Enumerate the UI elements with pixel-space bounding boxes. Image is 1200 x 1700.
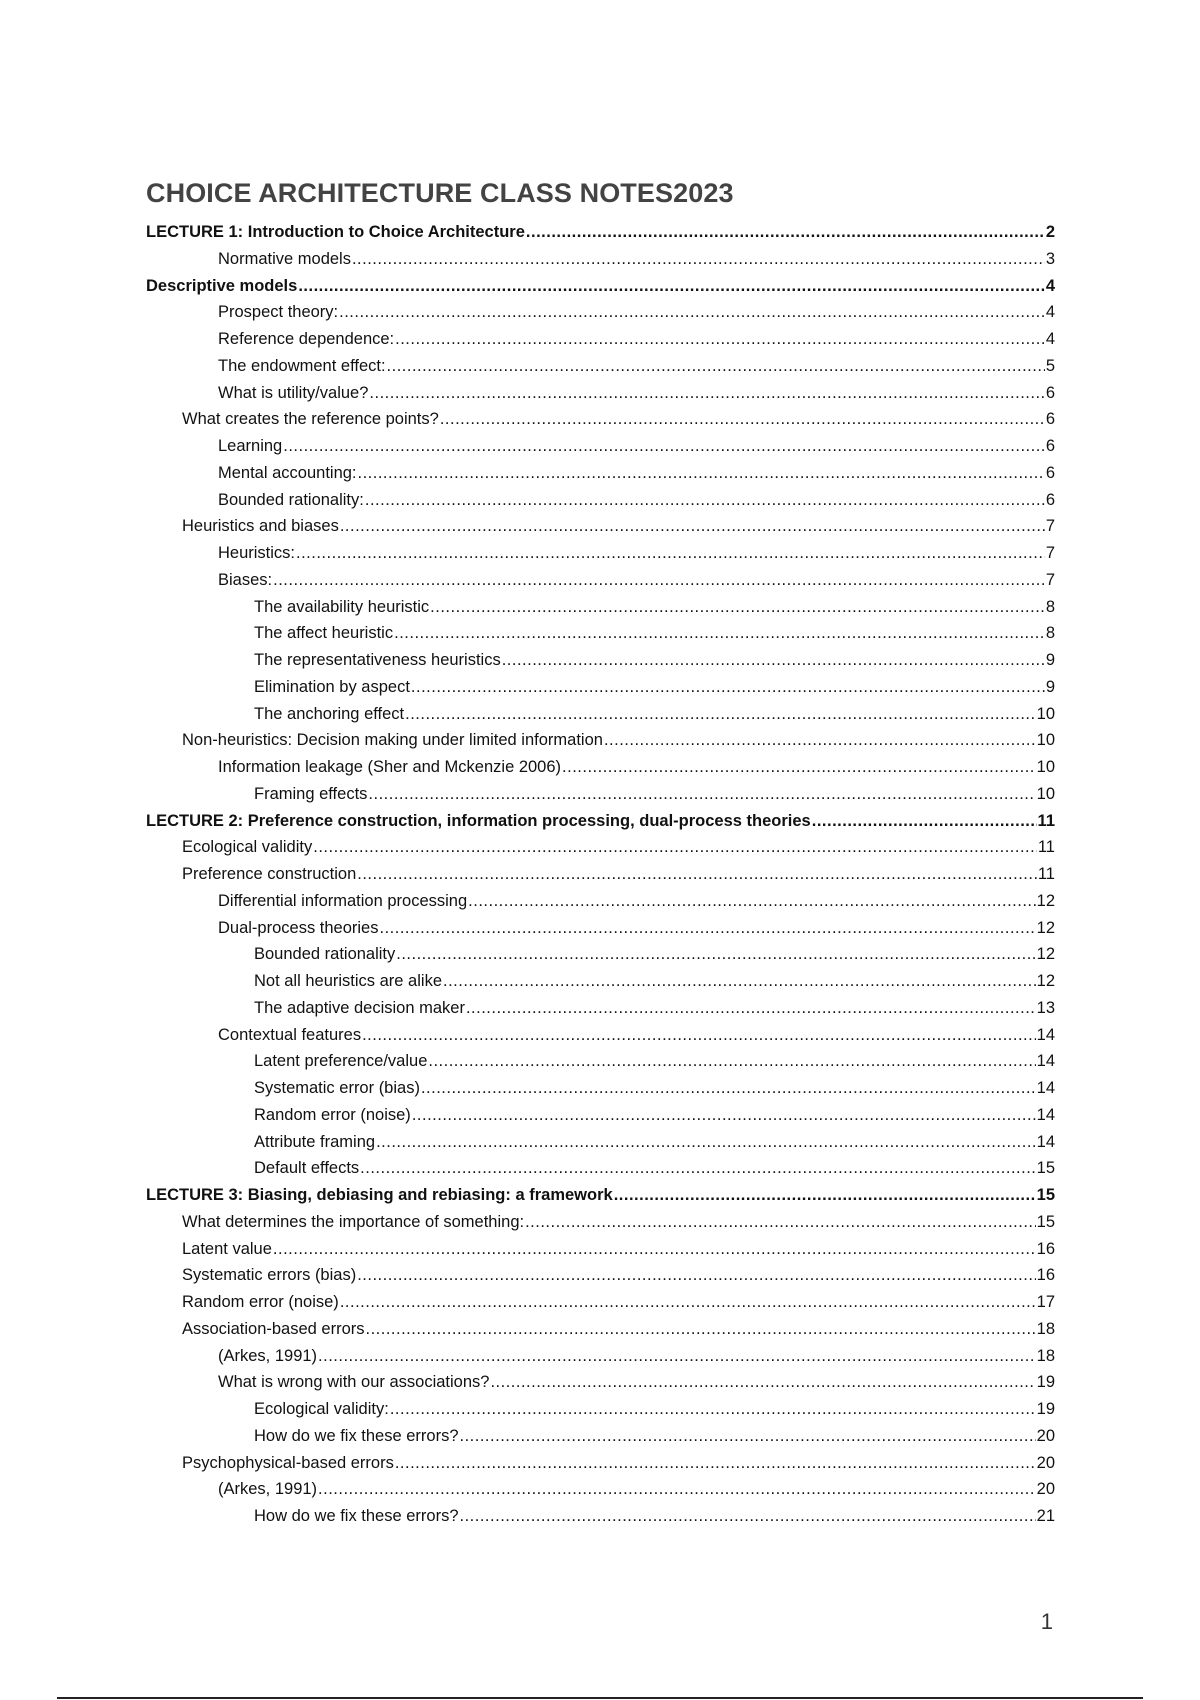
- toc-dot-leader: [362, 1022, 1036, 1049]
- toc-entry-page: 4: [1045, 276, 1055, 295]
- toc-entry[interactable]: [146, 326, 1055, 353]
- toc-entry[interactable]: [146, 433, 1055, 460]
- toc-entry[interactable]: [146, 487, 1055, 514]
- toc-entry-label: (Arkes, 1991): [218, 1346, 318, 1365]
- toc-dot-leader: [526, 219, 1045, 246]
- toc-entry-page: 17: [1036, 1293, 1055, 1311]
- toc-entry-page: 10: [1036, 704, 1055, 723]
- toc-entry-label: Attribute framing: [254, 1132, 376, 1151]
- toc-entry[interactable]: [146, 1369, 1055, 1396]
- toc-entry-label: What creates the reference points?: [182, 410, 439, 429]
- toc-entry-label: Framing effects: [254, 784, 368, 803]
- toc-entry[interactable]: [146, 995, 1055, 1022]
- toc-dot-leader: [357, 1262, 1035, 1289]
- toc-entry-label: The representativeness heuristics: [254, 651, 501, 669]
- page-number: 1: [1040, 1609, 1053, 1634]
- toc-entry-label: Not all heuristics are alike: [254, 972, 442, 990]
- toc-entry-label: Systematic errors (bias): [182, 1266, 357, 1285]
- toc-dot-leader: [390, 1396, 1036, 1423]
- toc-entry-label: Heuristics:: [218, 544, 296, 562]
- toc-entry-page: 20: [1036, 1426, 1055, 1445]
- toc-dot-leader: [366, 1316, 1036, 1343]
- toc-entry-page: 6: [1045, 490, 1055, 509]
- toc-entry-page: 19: [1036, 1373, 1055, 1392]
- toc-dot-leader: [296, 540, 1045, 567]
- toc-entry[interactable]: [146, 1289, 1055, 1316]
- toc-entry[interactable]: [146, 273, 1055, 300]
- toc-entry-page: 20: [1036, 1453, 1055, 1472]
- toc-entry-page: 6: [1045, 463, 1055, 482]
- toc-entry[interactable]: [146, 727, 1055, 754]
- toc-entry-page: 6: [1045, 410, 1055, 429]
- toc-dot-leader: [357, 861, 1037, 888]
- toc-entry[interactable]: [146, 406, 1055, 433]
- toc-entry[interactable]: [146, 353, 1055, 380]
- toc-dot-leader: [376, 1129, 1036, 1156]
- toc-entry-label: Bounded rationality:: [218, 490, 364, 509]
- toc-entry-label: Preference construction: [182, 865, 357, 883]
- toc-entry-page: 11: [1037, 865, 1055, 883]
- toc-entry-label: What is wrong with our associations?: [218, 1373, 490, 1392]
- toc-entry[interactable]: [146, 1129, 1055, 1156]
- toc-entry-page: 21: [1036, 1507, 1055, 1525]
- toc-entry-page: 10: [1036, 758, 1055, 776]
- toc-entry-page: 10: [1036, 784, 1055, 803]
- toc-entry-page: 16: [1036, 1266, 1055, 1285]
- toc-entry-page: 15: [1036, 1212, 1055, 1231]
- toc-entry[interactable]: [146, 1182, 1055, 1209]
- toc-dot-leader: [614, 1182, 1036, 1209]
- toc-dot-leader: [380, 915, 1036, 942]
- toc-entry-page: 13: [1036, 998, 1055, 1017]
- toc-entry-page: 14: [1036, 1052, 1055, 1071]
- toc-dot-leader: [490, 1369, 1035, 1396]
- toc-entry[interactable]: [146, 941, 1055, 968]
- toc-entry-page: 11: [1037, 838, 1055, 857]
- toc-entry[interactable]: [146, 1262, 1055, 1289]
- toc-entry-label: The endowment effect:: [218, 356, 386, 375]
- toc-entry-label: The affect heuristic: [254, 624, 394, 643]
- toc-dot-leader: [340, 1289, 1036, 1316]
- toc-dot-leader: [339, 299, 1045, 326]
- toc-entry-label: Learning: [218, 437, 283, 455]
- toc-entry[interactable]: [146, 647, 1055, 674]
- toc-entry-label: Random error (noise): [182, 1293, 339, 1311]
- toc-entry[interactable]: [146, 808, 1055, 835]
- toc-entry-page: 11: [1037, 811, 1055, 830]
- toc-entry-page: 15: [1036, 1186, 1055, 1204]
- toc-entry-label: Default effects: [254, 1159, 360, 1178]
- toc-entry-label: Prospect theory:: [218, 303, 339, 322]
- toc-entry-label: What is utility/value?: [218, 383, 369, 402]
- toc-entry[interactable]: [146, 1396, 1055, 1423]
- toc-entry-page: 12: [1036, 972, 1055, 990]
- toc-entry-label: Latent preference/value: [254, 1052, 428, 1071]
- toc-dot-leader: [365, 487, 1045, 514]
- toc-entry[interactable]: [146, 1450, 1055, 1477]
- toc-entry[interactable]: [146, 888, 1055, 915]
- toc-entry[interactable]: [146, 460, 1055, 487]
- toc-entry-label: Random error (noise): [254, 1105, 411, 1124]
- toc-dot-leader: [283, 433, 1045, 460]
- toc-entry-page: 7: [1045, 570, 1055, 589]
- toc-entry-page: 18: [1036, 1346, 1055, 1365]
- toc-dot-leader: [411, 674, 1045, 701]
- toc-dot-leader: [405, 701, 1036, 728]
- toc-entry-label: LECTURE 1: Introduction to Choice Architecture: [146, 223, 525, 241]
- toc-entry[interactable]: [146, 1236, 1055, 1263]
- toc-entry-label: Descriptive models: [146, 276, 298, 295]
- toc-entry-label: The anchoring effect: [254, 704, 405, 723]
- toc-entry-label: Reference dependence:: [218, 330, 395, 348]
- toc-entry-page: 4: [1045, 330, 1055, 348]
- toc-dot-leader: [468, 888, 1035, 915]
- toc-entry-page: 14: [1036, 1025, 1055, 1044]
- toc-entry-page: 14: [1036, 1079, 1055, 1097]
- toc-entry-page: 2: [1045, 223, 1055, 241]
- toc-dot-leader: [440, 406, 1045, 433]
- toc-entry-label: LECTURE 3: Biasing, debiasing and rebiasing: a framework: [146, 1186, 613, 1204]
- toc-dot-leader: [502, 647, 1045, 674]
- toc-dot-leader: [396, 941, 1035, 968]
- toc-dot-leader: [466, 995, 1036, 1022]
- toc-dot-leader: [443, 968, 1036, 995]
- toc-entry-label: Association-based errors: [182, 1319, 365, 1338]
- toc-entry-label: LECTURE 2: Preference construction, information processing, dual-process theories: [146, 811, 811, 830]
- toc-dot-leader: [395, 1450, 1036, 1477]
- toc-entry[interactable]: [146, 299, 1055, 326]
- toc-entry[interactable]: [146, 1075, 1055, 1102]
- toc-entry-page: 9: [1045, 677, 1055, 696]
- toc-entry-page: 12: [1036, 918, 1055, 937]
- toc-entry[interactable]: [146, 246, 1055, 273]
- toc-entry-page: 18: [1036, 1319, 1055, 1338]
- toc-entry-label: Ecological validity: [182, 838, 313, 857]
- toc-entry[interactable]: [146, 754, 1055, 781]
- toc-entry[interactable]: [146, 620, 1055, 647]
- toc-entry[interactable]: [146, 1048, 1055, 1075]
- document-title: CHOICE ARCHITECTURE CLASS NOTES2023: [146, 178, 734, 208]
- toc-entry-label: Normative models: [218, 249, 351, 268]
- toc-entry-label: Elimination by aspect: [254, 677, 410, 696]
- toc-entry[interactable]: [146, 1022, 1055, 1049]
- toc-entry-page: 14: [1036, 1105, 1055, 1124]
- toc-entry-label: Mental accounting:: [218, 463, 357, 482]
- toc-dot-leader: [460, 1423, 1036, 1450]
- toc-dot-leader: [412, 1102, 1036, 1129]
- toc-entry-page: 16: [1036, 1239, 1055, 1258]
- toc-dot-leader: [273, 567, 1045, 594]
- toc-dot-leader: [604, 727, 1036, 754]
- toc-entry[interactable]: [146, 834, 1055, 861]
- toc-entry-page: 12: [1036, 945, 1055, 964]
- toc-entry-label: Bounded rationality: [254, 945, 396, 964]
- toc-entry[interactable]: [146, 915, 1055, 942]
- toc-entry-label: Systematic error (bias): [254, 1079, 420, 1097]
- toc-dot-leader: [460, 1503, 1036, 1530]
- toc-entry-label: Differential information processing: [218, 891, 468, 910]
- toc-entry[interactable]: [146, 567, 1055, 594]
- toc-entry-label: What determines the importance of something:: [182, 1212, 525, 1231]
- toc-entry-page: 12: [1036, 891, 1055, 910]
- toc-entry-label: Psychophysical-based errors: [182, 1453, 394, 1472]
- toc-dot-leader: [369, 380, 1044, 407]
- toc-dot-leader: [430, 594, 1045, 621]
- toc-entry-label: How do we fix these errors?: [254, 1426, 459, 1445]
- toc-entry-label: Information leakage (Sher and Mckenzie 2006): [218, 758, 562, 776]
- toc-entry-label: The availability heuristic: [254, 597, 430, 616]
- table-of-contents: [146, 219, 1055, 1530]
- toc-entry-label: How do we fix these errors?: [254, 1507, 459, 1525]
- toc-entry[interactable]: [146, 1155, 1055, 1182]
- toc-dot-leader: [812, 808, 1037, 835]
- toc-dot-leader: [421, 1075, 1036, 1102]
- toc-dot-leader: [298, 273, 1045, 300]
- toc-dot-leader: [395, 326, 1045, 353]
- toc-dot-leader: [318, 1476, 1036, 1503]
- toc-entry-label: (Arkes, 1991): [218, 1480, 318, 1499]
- toc-dot-leader: [368, 781, 1035, 808]
- toc-entry-page: 6: [1045, 383, 1055, 402]
- toc-entry[interactable]: [146, 781, 1055, 808]
- toc-entry-label: Dual-process theories: [218, 918, 379, 937]
- toc-entry-label: The adaptive decision maker: [254, 998, 465, 1017]
- toc-entry[interactable]: [146, 594, 1055, 621]
- toc-dot-leader: [358, 460, 1045, 487]
- toc-dot-leader: [394, 620, 1045, 647]
- toc-dot-leader: [313, 834, 1037, 861]
- toc-entry-label: Non-heuristics: Decision making under limited information: [182, 731, 603, 750]
- toc-entry-page: 8: [1045, 597, 1055, 616]
- toc-dot-leader: [387, 353, 1045, 380]
- toc-dot-leader: [360, 1155, 1035, 1182]
- toc-entry[interactable]: [146, 513, 1055, 540]
- toc-entry-page: 8: [1045, 624, 1055, 643]
- toc-entry[interactable]: [146, 701, 1055, 728]
- toc-entry-page: 6: [1045, 437, 1055, 455]
- toc-entry[interactable]: [146, 1316, 1055, 1343]
- toc-entry-page: 20: [1036, 1480, 1055, 1499]
- toc-entry[interactable]: [146, 1209, 1055, 1236]
- toc-entry[interactable]: [146, 1503, 1055, 1530]
- toc-entry-page: 7: [1045, 517, 1055, 536]
- toc-entry-page: 5: [1045, 356, 1055, 375]
- toc-entry-page: 7: [1045, 544, 1055, 562]
- toc-entry[interactable]: [146, 380, 1055, 407]
- toc-dot-leader: [428, 1048, 1035, 1075]
- toc-entry[interactable]: [146, 1423, 1055, 1450]
- page-divider: [57, 1697, 1143, 1699]
- toc-entry[interactable]: [146, 1102, 1055, 1129]
- toc-dot-leader: [340, 513, 1045, 540]
- toc-entry-page: 15: [1036, 1159, 1055, 1178]
- toc-entry-label: Latent value: [182, 1239, 272, 1258]
- toc-entry[interactable]: [146, 1343, 1055, 1370]
- toc-entry[interactable]: [146, 861, 1055, 888]
- toc-entry[interactable]: [146, 674, 1055, 701]
- toc-entry-label: Ecological validity:: [254, 1400, 389, 1418]
- toc-entry-page: 14: [1036, 1132, 1055, 1151]
- toc-entry-page: 19: [1036, 1400, 1055, 1418]
- toc-entry-label: Contextual features: [218, 1025, 362, 1044]
- toc-entry-label: Biases:: [218, 570, 273, 589]
- toc-dot-leader: [562, 754, 1036, 781]
- toc-entry[interactable]: [146, 1476, 1055, 1503]
- toc-entry-label: Heuristics and biases: [182, 517, 339, 536]
- toc-entry-page: 9: [1045, 651, 1055, 669]
- toc-entry-page: 10: [1036, 731, 1055, 750]
- toc-dot-leader: [352, 246, 1045, 273]
- toc-entry[interactable]: [146, 540, 1055, 567]
- toc-entry-page: 4: [1045, 303, 1055, 322]
- toc-entry[interactable]: [146, 968, 1055, 995]
- toc-dot-leader: [318, 1343, 1036, 1370]
- toc-dot-leader: [525, 1209, 1036, 1236]
- toc-dot-leader: [273, 1236, 1036, 1263]
- toc-entry-page: 3: [1045, 249, 1055, 268]
- toc-entry[interactable]: [146, 219, 1055, 246]
